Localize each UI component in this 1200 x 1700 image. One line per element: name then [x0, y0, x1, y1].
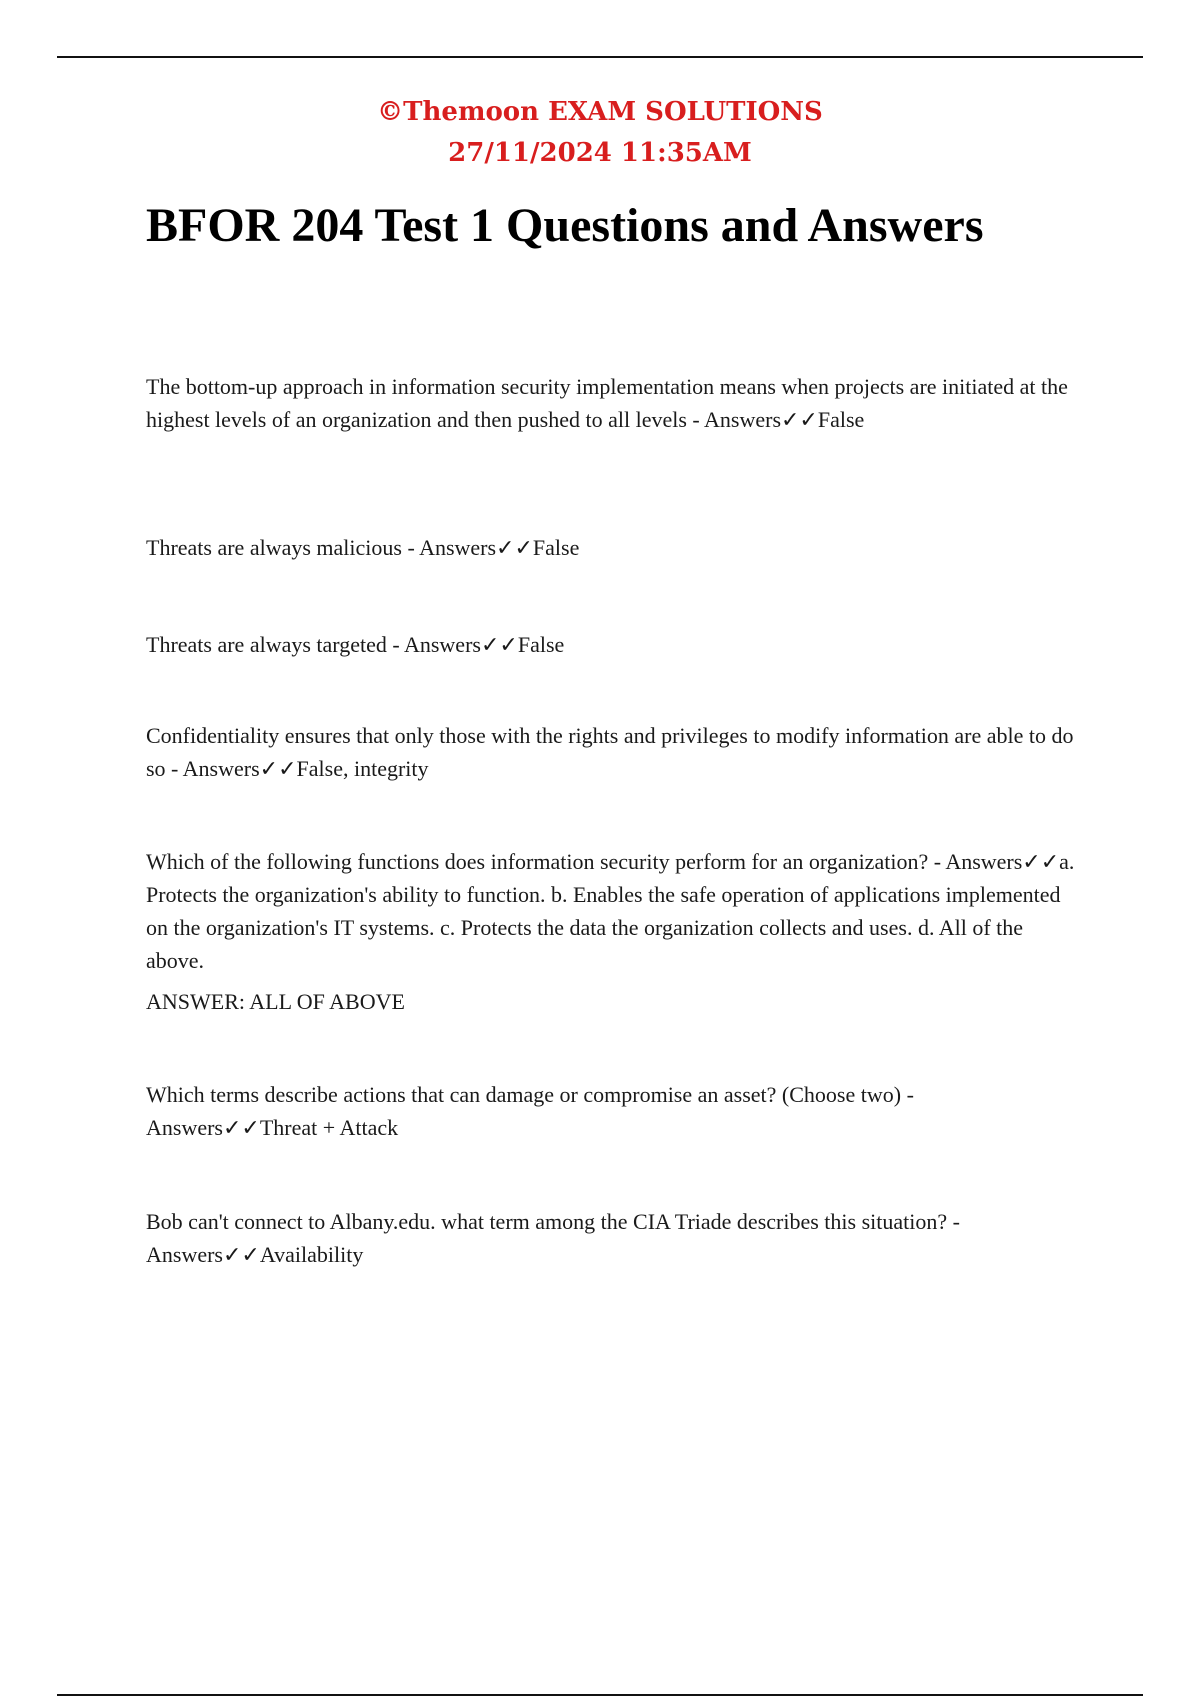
- qa-text: Which of the following functions does information security perform for an organization? - Answers✓✓a. Protects the organization's ability to function. b. Enables the safe operation of applications implemented on the organization's IT systems. c. Protects the data the organization collects and uses. d. All of the above.: [146, 849, 1075, 973]
- qa-text: Confidentiality ensures that only those with the rights and privileges to modify information are able to do so - Answers✓✓False, integrity: [146, 723, 1074, 781]
- qa-text: Threats are always targeted - Answers✓✓False: [146, 632, 565, 657]
- qa-text: Threats are always malicious - Answers✓✓False: [146, 535, 580, 560]
- qa-item-6: [146, 1078, 1086, 1144]
- qa-item-3: [146, 628, 1086, 661]
- exam-solutions-watermark: [0, 92, 1200, 174]
- document-title: BFOR 204 Test 1 Questions and Answers: [146, 199, 984, 252]
- watermark-brand: ©Themoon EXAM SOLUTIONS: [377, 97, 823, 127]
- qa-item-7: [146, 1205, 1086, 1271]
- qa-item-2: [146, 531, 1086, 564]
- top-rule: [57, 56, 1143, 58]
- qa-text: Which terms describe actions that can damage or compromise an asset? (Choose two) - Answers✓✓Threat + Attack: [146, 1082, 914, 1140]
- qa-item-5: [146, 845, 1086, 1018]
- qa-text: Bob can't connect to Albany.edu. what term among the CIA Triade describes this situation? - Answers✓✓Availability: [146, 1209, 960, 1267]
- watermark-timestamp: 27/11/2024 11:35AM: [448, 138, 752, 168]
- bottom-rule: [57, 1694, 1143, 1696]
- qa-item-1: [146, 370, 1086, 436]
- qa-answer-summary: ANSWER: ALL OF ABOVE: [146, 989, 405, 1014]
- qa-item-4: [146, 719, 1086, 785]
- qa-text: The bottom-up approach in information security implementation means when projects are initiated at the highest levels of an organization and then pushed to all levels - Answers✓✓False: [146, 374, 1068, 432]
